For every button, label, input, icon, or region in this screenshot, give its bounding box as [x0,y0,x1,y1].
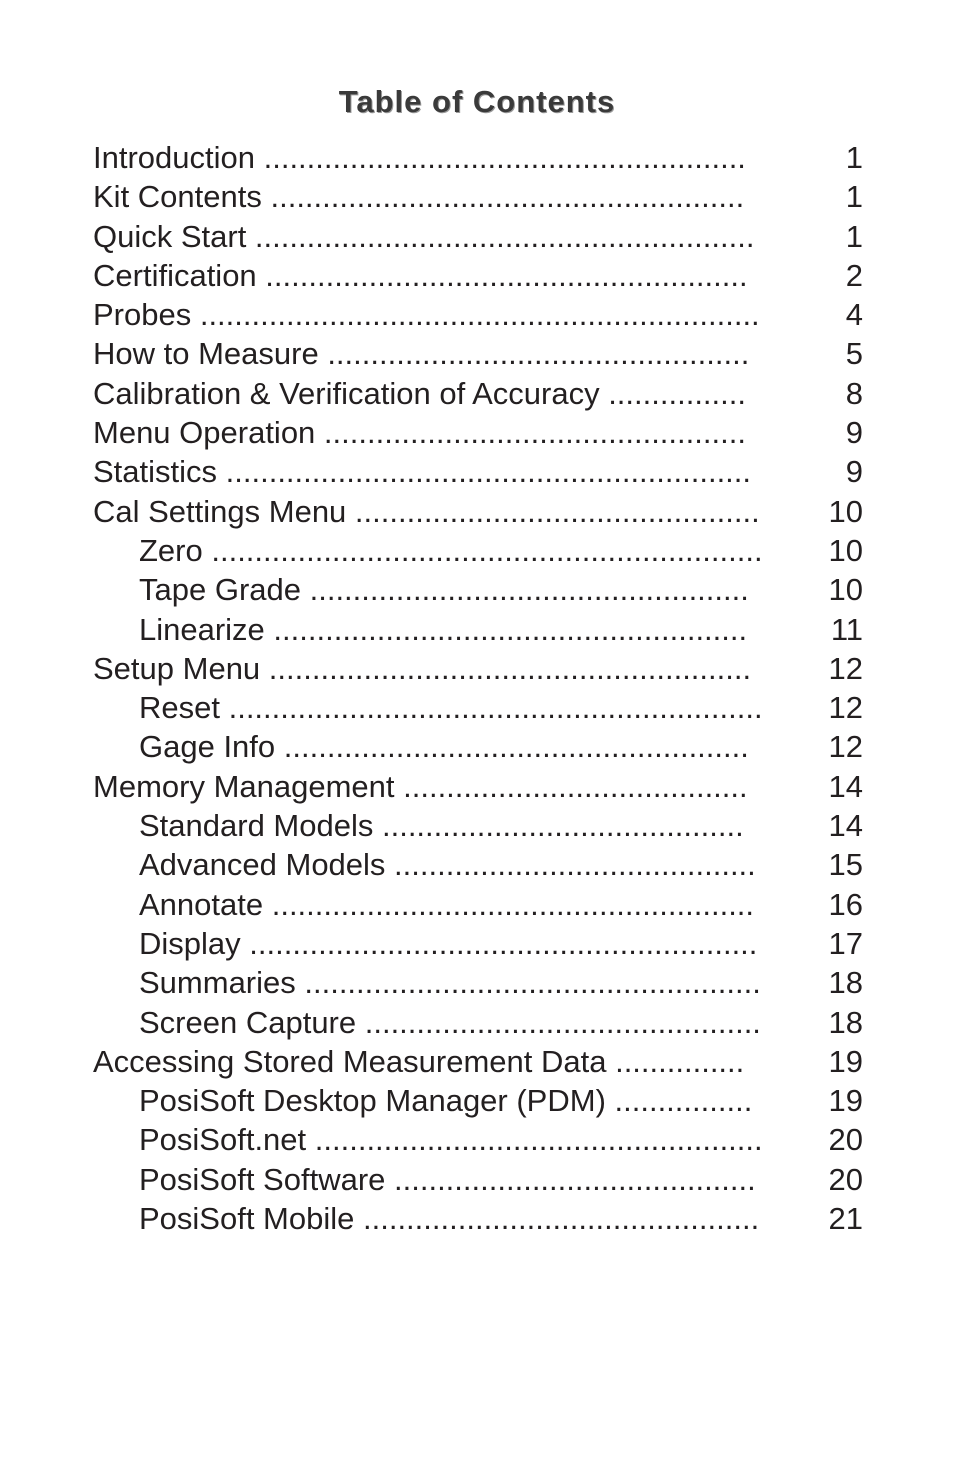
toc-entry-label: Accessing Stored Measurement Data ............... [93,1043,745,1079]
toc-subentry [93,727,863,766]
toc-subentry [93,688,863,727]
toc-entry [93,256,863,295]
toc-entry-label: Standard Models .......................................... [139,808,744,844]
toc-subentry [93,610,863,649]
toc-subentry [93,570,863,609]
toc-page-number: 10 [828,493,863,529]
toc-entry-label: Tape Grade ................................................... [139,572,749,608]
toc-entry-label: Certification ........................................................ [93,257,748,293]
toc-entry-label: Memory Management ........................................ [93,768,748,804]
toc-entry-label: Annotate ........................................................ [139,886,755,922]
toc-entry-label: PosiSoft Mobile .............................................. [139,1201,760,1237]
toc-subentry [93,963,863,1002]
toc-subentry [93,845,863,884]
toc-page-number: 10 [828,572,863,608]
toc-entry-label: Gage Info ...................................................... [139,729,749,765]
toc-entry [93,649,863,688]
toc-entry-label: How to Measure ................................................. [93,336,750,372]
toc-page-number: 18 [828,965,863,1001]
page-title: Table of Contents [338,84,616,119]
toc-entry-label: Kit Contents ....................................................... [93,179,745,215]
toc-page-number: 1 [845,140,863,175]
toc-page-number: 9 [845,454,863,490]
table-of-contents [93,138,863,1238]
toc-page-number: 15 [828,847,863,883]
toc-page-number: 17 [828,925,863,961]
toc-page-number: 18 [828,1004,863,1040]
toc-entry [93,492,863,531]
toc-entry [93,413,863,452]
toc-entry [93,334,863,373]
toc-entry-label: Quick Start .......................................................... [93,218,755,254]
toc-page-number: 11 [830,611,863,647]
toc-entry-label: Introduction ........................................................ [93,140,746,175]
toc-page-number: 14 [828,808,863,844]
toc-page-number: 12 [828,690,863,726]
toc-entry-label: Zero ................................................................ [139,532,763,568]
toc-entry [93,138,863,177]
toc-entry [93,374,863,413]
toc-entry-label: Screen Capture .............................................. [139,1004,761,1040]
toc-page-number: 20 [828,1122,863,1158]
toc-page-number: 12 [828,729,863,765]
toc-entry [93,295,863,334]
toc-page-number: 9 [845,415,863,451]
toc-entry-label: PosiSoft.net .................................................... [139,1122,763,1158]
toc-entry-label: Setup Menu ........................................................ [93,650,752,686]
toc-entry-label: Advanced Models .......................................... [139,847,756,883]
toc-page-number: 8 [845,375,863,411]
toc-entry [93,1042,863,1081]
toc-page-number: 5 [845,336,863,372]
toc-page-number: 2 [845,257,863,293]
toc-page-number: 1 [845,218,863,254]
toc-subentry [93,1120,863,1159]
toc-entry [93,177,863,216]
toc-entry [93,452,863,491]
toc-page-number: 10 [828,532,863,568]
toc-entry-label: Menu Operation ................................................. [93,415,746,451]
toc-entry [93,217,863,256]
toc-page-number: 21 [828,1201,863,1237]
toc-subentry [93,1003,863,1042]
toc-page-number: 4 [845,297,863,333]
toc-subentry [93,531,863,570]
toc-entry-label: PosiSoft Software .......................................... [139,1161,756,1197]
toc-subentry [93,924,863,963]
toc-page-number: 1 [845,179,863,215]
toc-entry-label: Summaries ..................................................... [139,965,761,1001]
toc-entry-label: Reset .............................................................. [139,690,763,726]
toc-page-number: 20 [828,1161,863,1197]
toc-entry-label: Calibration & Verification of Accuracy ................ [93,375,746,411]
toc-subentry [93,806,863,845]
toc-entry-label: Linearize ....................................................... [139,611,748,647]
toc-entry-label: Display ........................................................... [139,925,758,961]
toc-entry-label: PosiSoft Desktop Manager (PDM) ................ [139,1083,753,1119]
toc-subentry [93,1160,863,1199]
toc-entry-label: Cal Settings Menu ............................................... [93,493,760,529]
toc-page-number: 12 [828,650,863,686]
toc-entry-label: Statistics ............................................................. [93,454,752,490]
toc-page-number: 19 [828,1043,863,1079]
toc-page-number: 19 [828,1083,863,1119]
toc-entry [93,767,863,806]
toc-entry-label: Probes ................................................................. [93,297,760,333]
toc-subentry [93,1199,863,1238]
toc-page-number: 14 [828,768,863,804]
toc-subentry [93,885,863,924]
toc-subentry [93,1081,863,1120]
toc-page-number: 16 [828,886,863,922]
